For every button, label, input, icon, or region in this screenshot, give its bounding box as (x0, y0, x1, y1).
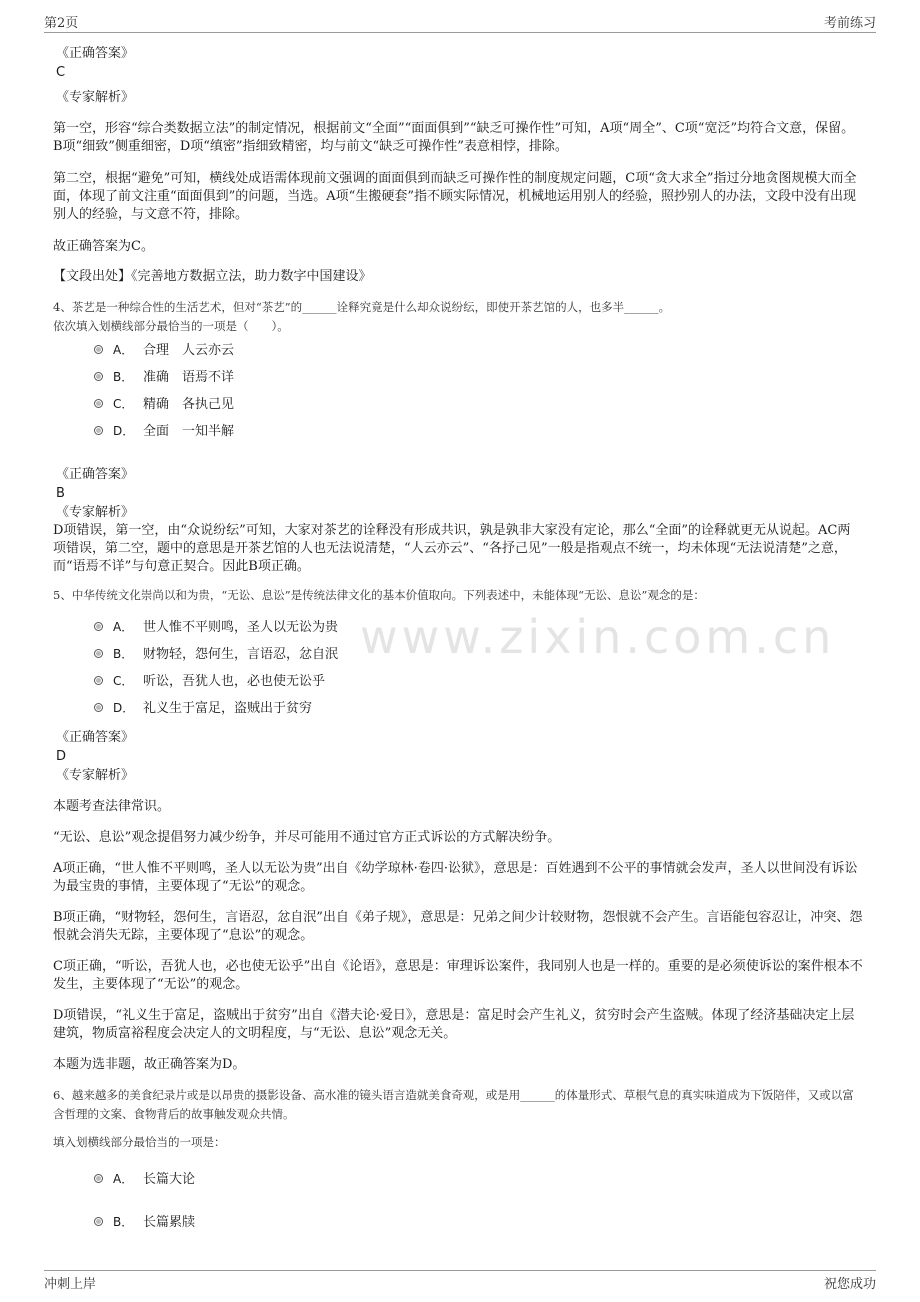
radio-icon[interactable] (94, 703, 103, 712)
option-key: B． (113, 1215, 134, 1229)
answer-label: 《正确答案》 (56, 730, 135, 745)
question-6-options (53, 1166, 863, 1236)
analysis-paragraph: 第二空，根据“避免”可知，横线处成语需体现前文强调的面面俱到而缺乏可操作性的制度规定问题，C项“贪大求全”指过分地贪图规模大而全面，体现了前文注重“面面俱到”的问题，当选。A项“生搬硬套”指不顾实际情况，机械地运用别人的经验，照抄别人的办法，文段中没有出现别人的经验，与文意不符，排除。 (53, 171, 857, 222)
radio-icon[interactable] (94, 345, 103, 354)
option-key: B． (113, 647, 134, 661)
analysis-paragraph: B项正确，“财物轻，怨何生，言语忍，忿自泯”出自《弟子规》，意思是：兄弟之间少计较财物，怨恨就不会产生。言语能包容忍让，冲突、怨恨就会消失无踪，主要体现了“息讼”的观念。 (53, 910, 863, 943)
footer-left: 冲刺上岸 (44, 1277, 97, 1292)
analysis-paragraph: 故正确答案为C。 (53, 239, 154, 254)
question-4-text: 4、茶艺是一种综合性的生活艺术，但对“茶艺”的______诠释究竟是什么却众说纷纭，即使开茶艺馆的人，也多半______。 (53, 300, 671, 314)
question-4-options (53, 337, 863, 445)
option-text: 准确 语焉不详 (143, 370, 235, 385)
question-6-instruction: 填入划横线部分最恰当的一项是： (53, 1135, 226, 1149)
option-text: 长篇累牍 (143, 1215, 196, 1230)
question-4-instruction: 依次填入划横线部分最恰当的一项是（ ）。 (53, 319, 289, 333)
option-b[interactable] (53, 1209, 863, 1236)
question-5-options (53, 614, 863, 722)
analysis-paragraph: 本题考查法律常识。 (53, 799, 171, 814)
option-key: C． (113, 674, 134, 688)
option-a[interactable] (53, 614, 863, 641)
option-a[interactable] (53, 337, 863, 364)
option-text: 合理 人云亦云 (143, 343, 235, 358)
option-text: 财物轻，怨何生，言语忍，忿自泯 (143, 647, 339, 662)
answer-value: B (56, 486, 65, 501)
option-key: A． (113, 343, 134, 357)
option-text: 世人惟不平则鸣，圣人以无讼为贵 (143, 620, 339, 635)
analysis-paragraph: C项正确，“听讼，吾犹人也，必也使无讼乎”出自《论语》，意思是：审理诉讼案件，我同别人也是一样的。重要的是必须使诉讼的案件根本不发生，主要体现了“无讼”的观念。 (53, 959, 863, 992)
answer-label: 《正确答案》 (56, 467, 135, 482)
radio-icon[interactable] (94, 622, 103, 631)
analysis-paragraph: “无讼、息讼”观念提倡努力减少纷争，并尽可能用不通过官方正式诉讼的方式解决纷争。 (53, 830, 561, 845)
analysis-label: 《专家解析》 (56, 505, 135, 520)
question-6-text: 6、越来越多的美食纪录片或是以昂贵的摄影设备、高水准的镜头语言造就美食奇观，或是用______的体量形式、草根气息的真实味道成为下饭陪伴，又或以富含哲理的文案、食物背后的故事触发观众共情。 (53, 1088, 854, 1121)
analysis-paragraph: 本题为选非题，故正确答案为D。 (53, 1057, 246, 1072)
option-key: D． (113, 424, 135, 438)
option-text: 全面 一知半解 (143, 424, 235, 439)
answer-value: C (56, 65, 66, 80)
option-c[interactable] (53, 668, 863, 695)
analysis-paragraph: D项错误，“礼义生于富足，盗贼出于贫穷”出自《潜夫论·爱日》，意思是：富足时会产生礼义，贫穷时会产生盗贼。体现了经济基础决定上层建筑，物质富裕程度会决定人的文明程度，与“无讼、息讼”观念无关。 (53, 1008, 855, 1041)
header-rule (44, 32, 876, 33)
radio-icon[interactable] (94, 1217, 103, 1226)
source-citation: 【文段出处】《完善地方数据立法，助力数字中国建设》 (53, 269, 372, 284)
option-key: B． (113, 370, 134, 384)
watermark: www.zixin.com.cn (360, 610, 836, 664)
analysis-paragraph: A项正确，“世人惟不平则鸣，圣人以无讼为贵”出自《幼学琼林·卷四·讼狱》，意思是：百姓遇到不公平的事情就会发声，圣人以世间没有诉讼为最宝贵的事情，主要体现了“无讼”的观念。 (53, 861, 858, 894)
option-key: D． (113, 701, 135, 715)
option-b[interactable] (53, 364, 863, 391)
option-key: A． (113, 620, 134, 634)
option-text: 精确 各执己见 (143, 397, 235, 412)
document-body (53, 44, 863, 1236)
radio-icon[interactable] (94, 649, 103, 658)
footer-rule (44, 1270, 876, 1271)
analysis-label: 《专家解析》 (56, 768, 135, 783)
radio-icon[interactable] (94, 372, 103, 381)
radio-icon[interactable] (94, 426, 103, 435)
radio-icon[interactable] (94, 676, 103, 685)
option-c[interactable] (53, 391, 863, 418)
option-text: 礼义生于富足，盗贼出于贫穷 (143, 701, 313, 716)
option-d[interactable] (53, 418, 863, 445)
analysis-label: 《专家解析》 (56, 90, 135, 105)
answer-value: D (56, 749, 67, 764)
option-d[interactable] (53, 695, 863, 722)
footer-right: 祝您成功 (823, 1277, 876, 1292)
option-b[interactable] (53, 641, 863, 668)
analysis-paragraph: 第一空，形容“综合类数据立法”的制定情况，根据前文“全面”“面面俱到”“缺乏可操作性”可知，A项“周全”、C项“宽泛”均符合文意，保留。B项“细致”侧重细密，D项“缜密”指细致精密，均与前文“缺乏可操作性”表意相悖，排除。 (53, 121, 855, 154)
analysis-paragraph: D项错误，第一空，由“众说纷纭”可知，大家对茶艺的诠释没有形成共识，孰是孰非大家没有定论，那么“全面”的诠释就更无从说起。AC两项错误，第二空，题中的意思是开茶艺馆的人也无法说清楚，“人云亦云”、“各抒己见”一般是指观点不统一，均未体现“无法说清楚”之意，而“语焉不详”与句意正契合。因此B项正确。 (53, 523, 851, 574)
option-text: 听讼，吾犹人也，必也使无讼乎 (143, 674, 326, 689)
page-number: 第2页 (44, 16, 79, 31)
option-a[interactable] (53, 1166, 863, 1193)
question-5-text: 5、中华传统文化崇尚以和为贵，“无讼、息讼”是传统法律文化的基本价值取向。下列表述中，未能体现“无讼、息讼”观念的是： (53, 588, 705, 602)
radio-icon[interactable] (94, 1174, 103, 1183)
option-text: 长篇大论 (143, 1172, 196, 1187)
answer-label: 《正确答案》 (56, 46, 135, 61)
radio-icon[interactable] (94, 399, 103, 408)
option-key: A． (113, 1172, 134, 1186)
header-title: 考前练习 (823, 16, 876, 31)
option-key: C． (113, 397, 134, 411)
